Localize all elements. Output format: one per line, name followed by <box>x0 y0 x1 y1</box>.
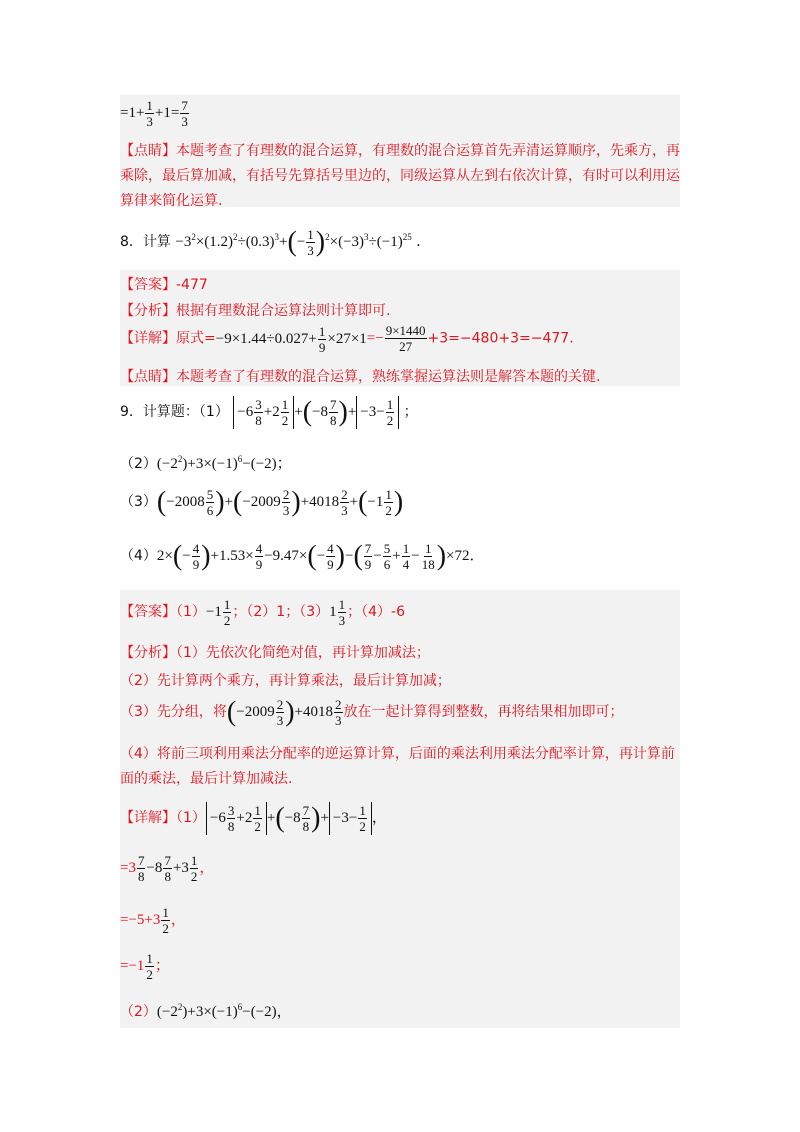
q8-solution-block <box>120 270 680 386</box>
q9-detail-3: =−5+3 $\frac{1}{2}$ ， <box>120 905 186 936</box>
q9-analysis-3: （3）先分组，将(−2009 $\frac{2}{3}$ )+4018 $\frac{2}{3}$ 放在一起计算得到整数，再将结果相加即可； <box>120 696 624 728</box>
q9-analysis-2: （2）先计算两个乘方，再计算乘法，最后计算加减； <box>120 673 451 689</box>
q9-analysis-4: （4）将前三项利用乘法分配率的逆运算计算，后面的乘法利用乘法分配率计算，再计算前面的乘法，最后计算加减法. <box>120 746 675 787</box>
q9-detail-5: $(2)(-2^2)+3\times(-1)^6-(-2)$， <box>120 1002 292 1020</box>
q9-detail-4: =−1 $\frac{1}{2}$ ； <box>120 951 170 982</box>
q8-analysis: 【分析】根据有理数混合运算法则计算即可. <box>120 303 391 319</box>
q9-part2: $(2)(-2^2)+3\times(-1)^6-(-2)$； <box>120 454 292 472</box>
fraction: $\frac{7}{3}$ <box>181 98 188 129</box>
question-9 <box>120 396 680 586</box>
question-8 <box>120 222 680 262</box>
prev-solution-block <box>120 95 680 207</box>
q9-detail-1: 【详解】（1） −6 $\frac{3}{8}$ +2 $\frac{1}{2}$ +(−8 $\frac{7}{8}$ )+ −3− $\frac{1}{2}$ ， <box>120 802 387 834</box>
q9-analysis-1: 【分析】（1）先依次化简绝对值，再计算加减法； <box>120 645 430 661</box>
prev-result-line: =1+ $\frac{1}{3}$ +1= $\frac{7}{3}$ <box>120 98 188 129</box>
q9-solution-block <box>120 590 680 1028</box>
q8-comment: 【点睛】本题考查了有理数的混合运算，熟练掌握运算法则是解答本题的关键. <box>120 369 601 385</box>
q8-answer: 【答案】-477 <box>120 277 208 293</box>
question-8-prompt: 8．计算 $-3^2\times(1.2)^2\div(0.3)^3+(-$ $\frac{1}{3}$ )$^2\times(-3)^3\div(-1)^{25}$ ． <box>120 226 431 258</box>
prev-comment: 【点睛】本题考查了有理数的混合运算，有理数的混合运算首先弄清运算顺序，先乘方，再乘除，最后算加减，有括号先算括号里边的，同级运算从左到右依次计算，有时可以利用运算律来简化运算. <box>120 143 680 209</box>
q9-part1: 9．计算题：（1） −6 $\frac{3}{8}$ +2 $\frac{1}{2}$ +(−8 $\frac{7}{8}$ )+ −3− $\frac{1}{2}$ ； <box>120 396 418 428</box>
q9-answer: 【答案】（1）−1 $\frac{1}{2}$ ；（2）1；（3）1 $\frac{1}{3}$ ；（4）-6 <box>120 597 405 628</box>
q9-part3: （3）(−2008 $\frac{5}{6}$ )+(−2009 $\frac{2}{3}$ )+4018 $\frac{2}{3}$ +(−1 $\frac{1}{2}$ ) <box>120 486 404 518</box>
q9-part4: （4）2×(− $\frac{4}{9}$ )+1.53× $\frac{4}{9}$ −9.47×(− $\frac{4}{9}$ )−( $\frac{7}{9}$ − $\frac{5}{6}$ + $\frac{1}{4}$ − $\frac{1}{18}$ )×72． <box>120 540 485 572</box>
q9-detail-2: =3 $\frac{7}{8}$ −8 $\frac{7}{8}$ +3 $\frac{1}{2}$ ， <box>120 853 215 884</box>
q8-detail: 【详解】原式=−9×1.44÷0.027+ $\frac{1}{9}$ ×27×1=− $\frac{9\times 1440}{27}$ +3=−480+3=−477. <box>120 323 574 355</box>
fraction: $\frac{1}{3}$ <box>146 98 153 129</box>
